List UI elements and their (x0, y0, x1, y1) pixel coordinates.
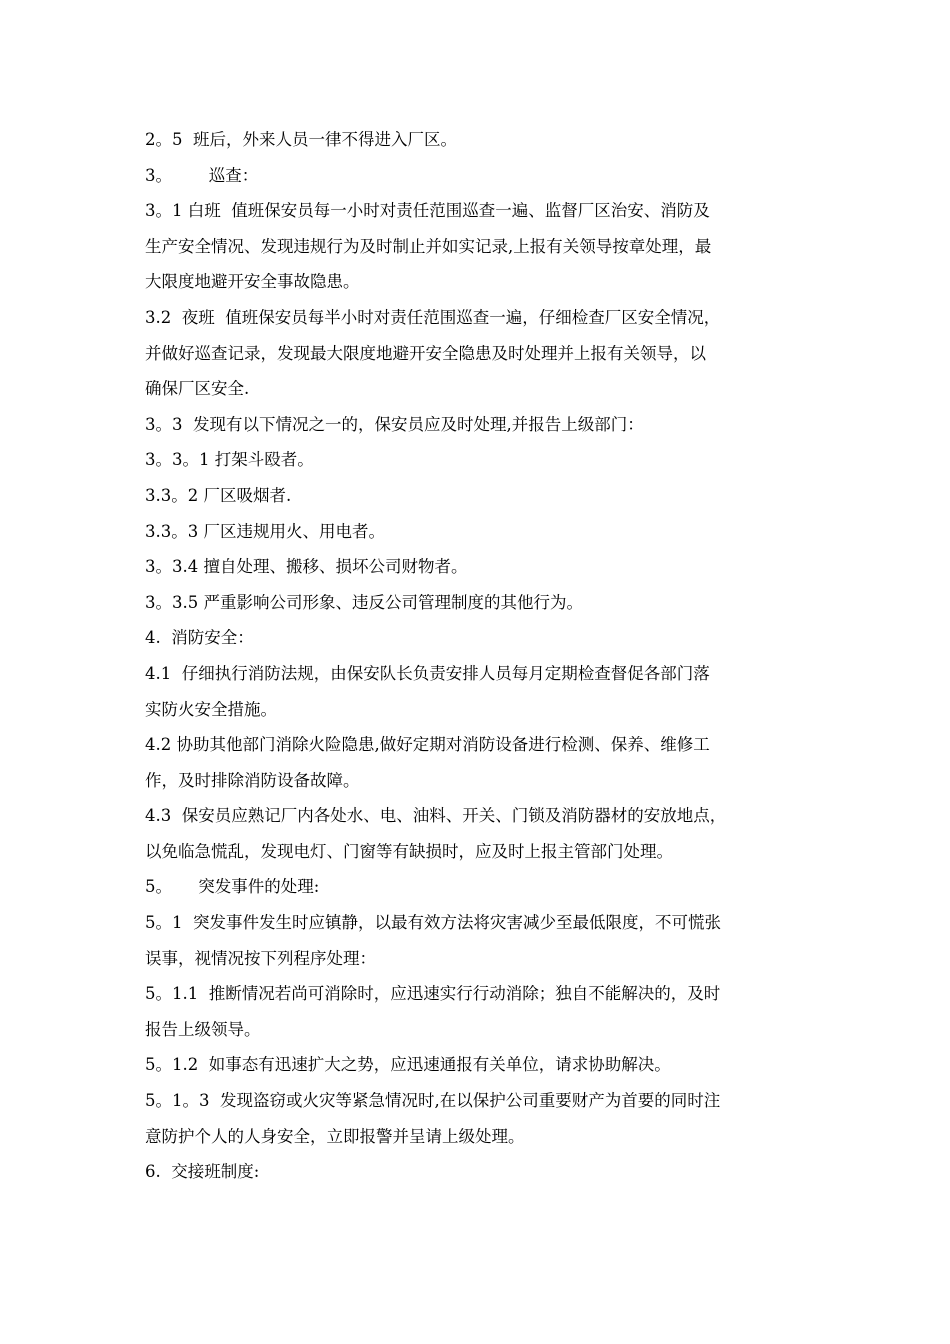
text-line: 3。3 发现有以下情况之一的，保安员应及时处理,并报告上级部门： (145, 414, 644, 434)
document-body (145, 122, 817, 1190)
text-line: 5。1.2 如事态有迅速扩大之势，应迅速通报有关单位，请求协助解决。 (145, 1055, 671, 1075)
text-line: 以免临急慌乱，发现电灯、门窗等有缺损时，应及时上报主管部门处理。 (145, 841, 673, 861)
list-item: 3。3.5 严重影响公司形象、违反公司管理制度的其他行为。 (145, 592, 583, 612)
section-heading: 4. 消防安全： (145, 628, 254, 648)
text-line: 2。5 班后，外来人员一律不得进入厂区。 (145, 130, 457, 149)
text-line: 3。1 白班 值班保安员每一小时对责任范围巡查一遍、监督厂区治安、消防及 (145, 201, 710, 221)
text-line: 3.2 夜班 值班保安员每半小时对责任范围巡查一遍，仔细检查厂区安全情况， (145, 307, 721, 327)
text-line: 确保厂区安全. (145, 379, 250, 399)
text-line: 实防火安全措施。 (145, 699, 277, 719)
text-line: 大限度地避开安全事故隐患。 (145, 272, 360, 292)
text-line: 4.1 仔细执行消防法规，由保安队长负责安排人员每月定期检查督促各部门落 (145, 663, 710, 683)
text-line: 5。1 突发事件发生时应镇静，以最有效方法将灾害减少至最低限度，不可慌张 (145, 913, 721, 933)
text-line: 报告上级领导。 (145, 1019, 261, 1039)
text-line: 并做好巡查记录，发现最大限度地避开安全隐患及时处理并上报有关领导，以 (145, 343, 706, 363)
section-heading: 6. 交接班制度: (145, 1162, 260, 1182)
text-line: 误事，视情况按下列程序处理： (145, 948, 376, 968)
text-line: 意防护个人的人身安全，立即报警并呈请上级处理。 (145, 1126, 525, 1146)
text-line: 作，及时排除消防设备故障。 (145, 770, 360, 790)
list-item: 3.3。2 厂区吸烟者. (145, 485, 292, 505)
section-heading: 5。 突发事件的处理: (145, 877, 320, 897)
text-line: 4.2 协助其他部门消除火险隐患,做好定期对消防设备进行检测、保养、维修工 (145, 735, 710, 755)
text-line: 4.3 保安员应熟记厂内各处水、电、油料、开关、门锁及消防器材的安放地点， (145, 806, 727, 826)
text-line: 5。1.1 推断情况若尚可消除时，应迅速实行行动消除；独自不能解决的，及时 (145, 984, 721, 1004)
list-item: 3.3。3 厂区违规用火、用电者。 (145, 521, 385, 541)
list-item: 3。3.4 擅自处理、搬移、损坏公司财物者。 (145, 557, 468, 577)
text-line: 生产安全情况、发现违规行为及时制止并如实记录,上报有关领导按章处理，最 (145, 236, 712, 256)
section-heading: 3。 巡查： (145, 165, 259, 185)
text-line: 5。1。3 发现盗窃或火灾等紧急情况时,在以保护公司重要财产为首要的同时注 (145, 1091, 721, 1111)
list-item: 3。3。1 打架斗殴者。 (145, 450, 314, 470)
